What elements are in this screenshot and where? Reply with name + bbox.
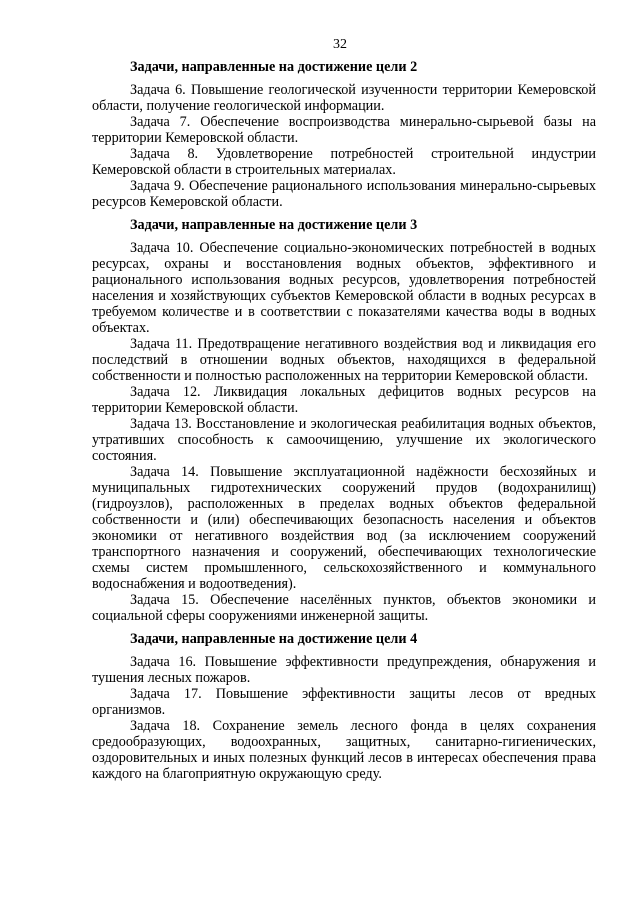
section-heading: Задачи, направленные на достижение цели 2 (130, 59, 418, 75)
task-13-paragraph: Задача 13. Восстановление и экологическая реабилитация водных объектов, утративших способность к самоочищению, улучшение их экологического состояния. (92, 416, 596, 464)
goal-3-section (92, 217, 596, 624)
task-14-paragraph: Задача 14. Повышение эксплуатационной надёжности бесхозяйных и муниципальных гидротехнических сооружений прудов (водохранилищ) (гидроузлов), расположенных в пределах водных объектов федеральной собственности и (или) обеспечивающих безопасность населения и объектов экономики от негативного воздействия вод (за исключением сооружений транспортного назначения и сооружений, обеспечивающих технологические схемы систем промышленного, сельскохозяйственного и коммунального водоснабжения и водоотведения). (92, 464, 596, 592)
task-15-paragraph: Задача 15. Обеспечение населённых пунктов, объектов экономики и социальной сферы сооружениями инженерной защиты. (92, 592, 596, 624)
goal-2-section (92, 59, 596, 210)
task-11-paragraph: Задача 11. Предотвращение негативного воздействия вод и ликвидация его последствий в отношении водных объектов, находящихся в федеральной собственности и полностью расположенных на территории Кемеровской области. (92, 336, 596, 384)
section-heading: Задачи, направленные на достижение цели 4 (130, 631, 418, 647)
task-18-paragraph: Задача 18. Сохранение земель лесного фонда в целях сохранения средообразующих, водоохранных, защитных, санитарно-гигиенических, оздоровительных и иных полезных функций лесов в интересах обеспечения права каждого на благоприятную окружающую среду. (92, 718, 596, 782)
goal-4-section (92, 631, 596, 782)
section-heading: Задачи, направленные на достижение цели 3 (130, 217, 418, 233)
page-number: 32 (333, 37, 347, 52)
task-16-paragraph: Задача 16. Повышение эффективности предупреждения, обнаружения и тушения лесных пожаров. (92, 654, 596, 686)
task-7-paragraph: Задача 7. Обеспечение воспроизводства минерально-сырьевой базы на территории Кемеровской области. (92, 114, 596, 146)
task-9-paragraph: Задача 9. Обеспечение рационального использования минерально-сырьевых ресурсов Кемеровской области. (92, 178, 596, 210)
task-17-paragraph: Задача 17. Повышение эффективности защиты лесов от вредных организмов. (92, 686, 596, 718)
task-12-paragraph: Задача 12. Ликвидация локальных дефицитов водных ресурсов на территории Кемеровской области. (92, 384, 596, 416)
task-10-paragraph: Задача 10. Обеспечение социально-экономических потребностей в водных ресурсах, охраны и восстановления водных объектов, эффективного и рационального использования водных ресурсов, удовлетворения потребностей населения и хозяйствующих субъектов Кемеровской области в водных ресурсах в требуемом количестве и в соответствии с показателями качества воды в водных объектах. (92, 240, 596, 336)
task-6-paragraph: Задача 6. Повышение геологической изученности территории Кемеровской области, получение геологической информации. (92, 82, 596, 114)
task-8-paragraph: Задача 8. Удовлетворение потребностей строительной индустрии Кемеровской области в строительных материалах. (92, 146, 596, 178)
